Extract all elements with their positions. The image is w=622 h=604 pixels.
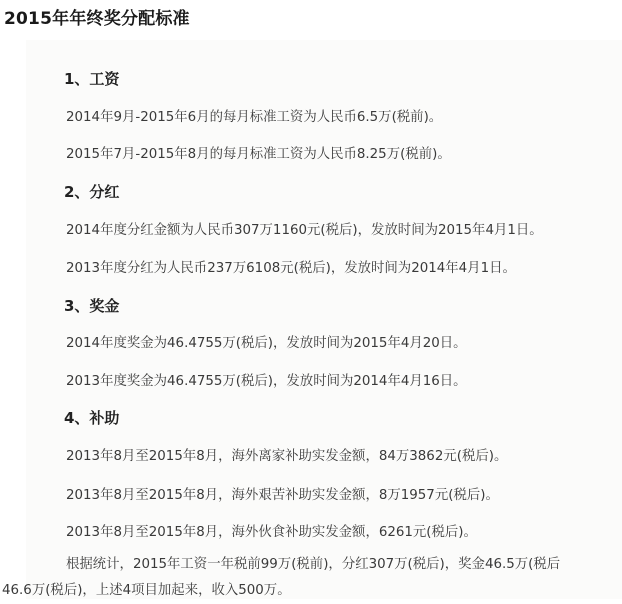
- page-title: 2015年年终奖分配标准: [4, 9, 190, 29]
- section-heading-allowance: 4、补助: [64, 409, 120, 427]
- summary-line-2: 46.6万(税后)，上述4项目加起来，收入500万。: [2, 583, 291, 598]
- section-heading-dividend: 2、分红: [64, 183, 120, 201]
- section-heading-bonus: 3、奖金: [64, 297, 120, 315]
- dividend-line-2: 2013年度分红为人民币237万6108元(税后)，发放时间为2014年4月1日。: [66, 261, 516, 276]
- allowance-line-3: 2013年8月至2015年8月，海外伙食补助实发金额，6261元(税后)。: [66, 525, 477, 540]
- summary-paragraph: [2, 552, 612, 604]
- bonus-line-2: 2013年度奖金为46.4755万(税后)，发放时间为2014年4月16日。: [66, 374, 467, 389]
- salary-line-2: 2015年7月-2015年8月的每月标准工资为人民币8.25万(税前)。: [66, 147, 451, 162]
- salary-line-1: 2014年9月-2015年6月的每月标准工资为人民币6.5万(税前)。: [66, 110, 443, 125]
- bonus-line-1: 2014年度奖金为46.4755万(税后)，发放时间为2015年4月20日。: [66, 336, 467, 351]
- allowance-line-2: 2013年8月至2015年8月，海外艰苦补助实发金额，8万1957元(税后)。: [66, 488, 499, 503]
- section-heading-salary: 1、工资: [64, 70, 120, 88]
- dividend-line-1: 2014年度分红金额为人民币307万1160元(税后)，发放时间为2015年4月1日。: [66, 223, 543, 238]
- allowance-line-1: 2013年8月至2015年8月，海外离家补助实发金额，84万3862元(税后)。: [66, 449, 508, 464]
- summary-line-1: 根据统计，2015年工资一年税前99万(税前)，分红307万(税后)，奖金46.5万(税后: [66, 557, 561, 572]
